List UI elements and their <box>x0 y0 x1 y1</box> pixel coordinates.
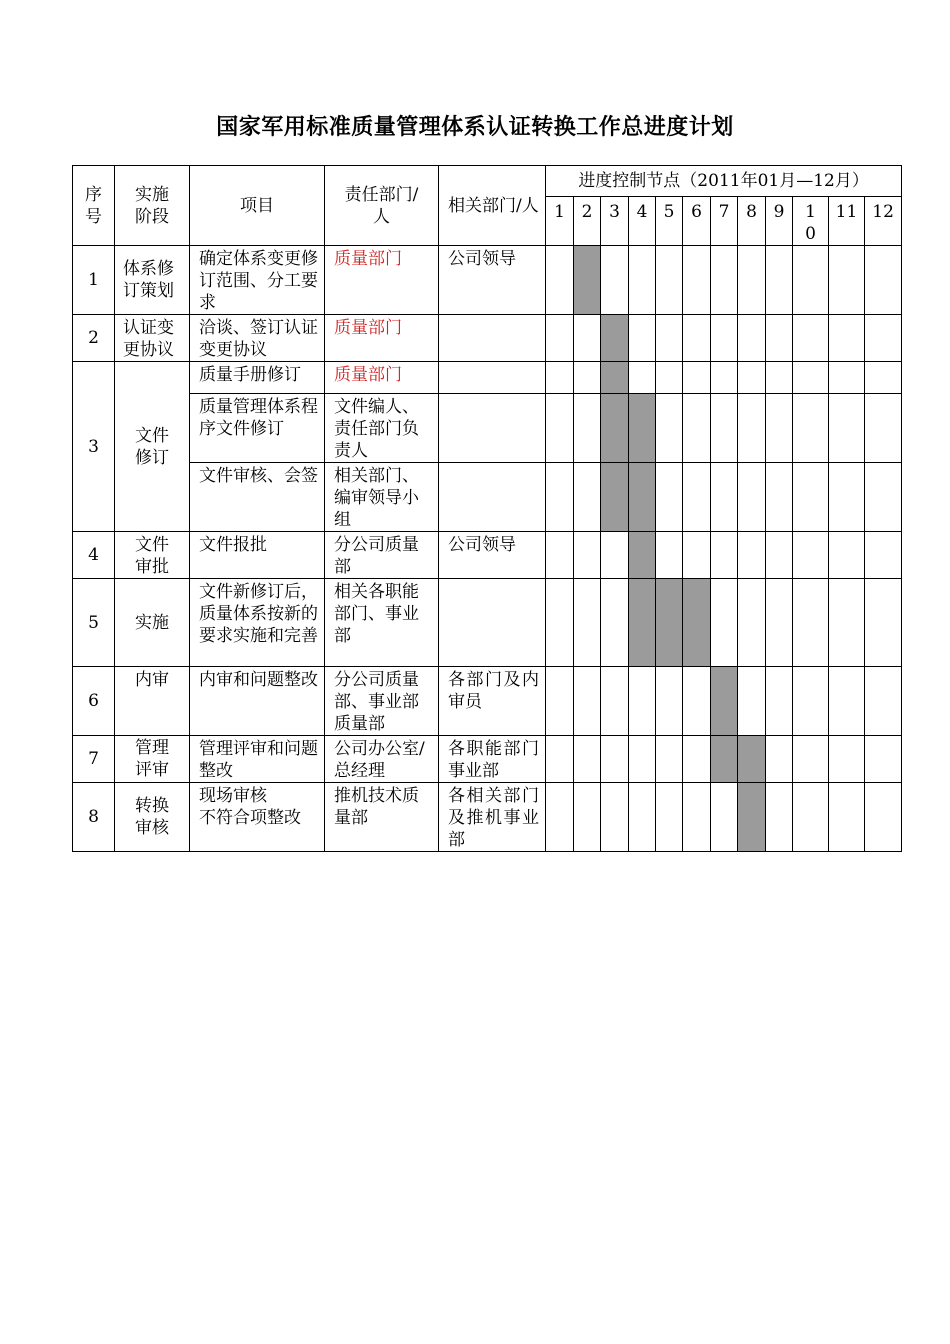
month-header: 1 <box>546 197 574 246</box>
resp-cell: 公司办公室/总经理 <box>325 736 439 783</box>
gantt-cell <box>546 362 574 394</box>
gantt-cell <box>829 736 865 783</box>
gantt-bar <box>738 736 766 783</box>
gantt-cell <box>683 394 711 463</box>
gantt-cell <box>829 667 865 736</box>
seq-cell: 2 <box>73 315 115 362</box>
gantt-cell <box>738 532 766 579</box>
gantt-cell <box>683 736 711 783</box>
related-cell <box>439 394 546 463</box>
gantt-cell <box>546 736 574 783</box>
gantt-cell <box>656 667 683 736</box>
gantt-cell <box>711 783 738 852</box>
gantt-cell <box>865 579 902 667</box>
gantt-cell <box>766 579 793 667</box>
item-cell: 文件报批 <box>190 532 325 579</box>
item-cell: 文件新修订后，质量体系按新的要求实施和完善 <box>190 579 325 667</box>
gantt-cell <box>793 463 829 532</box>
gantt-cell <box>865 667 902 736</box>
gantt-cell <box>766 667 793 736</box>
item-cell: 现场审核 不符合项整改 <box>190 783 325 852</box>
gantt-cell <box>829 394 865 463</box>
gantt-cell <box>656 532 683 579</box>
gantt-bar <box>711 736 738 783</box>
gantt-cell <box>574 463 601 532</box>
gantt-cell <box>865 736 902 783</box>
gantt-cell <box>766 315 793 362</box>
related-cell: 公司领导 <box>439 246 546 315</box>
stage-cell: 文件审批 <box>115 532 190 579</box>
gantt-bar <box>601 315 629 362</box>
gantt-cell <box>766 532 793 579</box>
gantt-cell <box>738 362 766 394</box>
gantt-cell <box>574 362 601 394</box>
month-header: 11 <box>829 197 865 246</box>
header-progress: 进度控制节点（2011年01月—12月） <box>546 166 902 197</box>
stage-cell: 转换审核 <box>115 783 190 852</box>
header-related: 相关部门/人 <box>439 166 546 246</box>
gantt-cell <box>546 667 574 736</box>
table-row <box>73 362 902 394</box>
gantt-bar <box>629 579 656 667</box>
item-cell: 质量管理体系程序文件修订 <box>190 394 325 463</box>
header-seq: 序号 <box>73 166 115 246</box>
gantt-cell <box>766 394 793 463</box>
gantt-cell <box>683 362 711 394</box>
gantt-cell <box>629 362 656 394</box>
gantt-cell <box>574 532 601 579</box>
table-row <box>73 315 902 362</box>
month-header: 6 <box>683 197 711 246</box>
gantt-cell <box>793 394 829 463</box>
gantt-bar <box>683 579 711 667</box>
gantt-cell <box>629 246 656 315</box>
month-header: 9 <box>766 197 793 246</box>
gantt-cell <box>656 463 683 532</box>
resp-cell: 文件编人、责任部门负责人 <box>325 394 439 463</box>
gantt-cell <box>546 315 574 362</box>
gantt-cell <box>574 783 601 852</box>
gantt-cell <box>829 579 865 667</box>
gantt-cell <box>738 579 766 667</box>
month-header: 12 <box>865 197 902 246</box>
item-cell: 洽谈、签订认证变更协议 <box>190 315 325 362</box>
related-cell: 各部门及内审员 <box>439 667 546 736</box>
item-cell: 文件审核、会签 <box>190 463 325 532</box>
gantt-cell <box>793 579 829 667</box>
gantt-cell <box>711 532 738 579</box>
gantt-cell <box>711 394 738 463</box>
gantt-cell <box>574 667 601 736</box>
gantt-cell <box>546 579 574 667</box>
gantt-cell <box>766 246 793 315</box>
resp-cell: 相关部门、编审领导小组 <box>325 463 439 532</box>
resp-cell: 相关各职能部门、事业部 <box>325 579 439 667</box>
gantt-cell <box>793 315 829 362</box>
gantt-cell <box>865 394 902 463</box>
table-row <box>73 736 902 783</box>
gantt-bar <box>601 394 629 463</box>
seq-cell: 5 <box>73 579 115 667</box>
gantt-cell <box>656 736 683 783</box>
related-cell: 公司领导 <box>439 532 546 579</box>
gantt-bar <box>574 246 601 315</box>
gantt-bar <box>656 579 683 667</box>
gantt-cell <box>793 783 829 852</box>
gantt-cell <box>865 246 902 315</box>
month-header: 7 <box>711 197 738 246</box>
gantt-cell <box>629 736 656 783</box>
item-cell: 内审和问题整改 <box>190 667 325 736</box>
gantt-cell <box>766 736 793 783</box>
stage-cell: 体系修订策划 <box>115 246 190 315</box>
gantt-cell <box>738 394 766 463</box>
resp-cell: 分公司质量部、事业部质量部 <box>325 667 439 736</box>
month-header: 3 <box>601 197 629 246</box>
table-row <box>73 246 902 315</box>
progress-table <box>72 165 902 852</box>
gantt-cell <box>601 736 629 783</box>
seq-cell: 1 <box>73 246 115 315</box>
gantt-bar <box>629 394 656 463</box>
gantt-cell <box>601 246 629 315</box>
gantt-cell <box>738 315 766 362</box>
related-cell <box>439 362 546 394</box>
gantt-cell <box>711 463 738 532</box>
gantt-cell <box>601 579 629 667</box>
gantt-cell <box>829 315 865 362</box>
stage-cell: 实施 <box>115 579 190 667</box>
gantt-cell <box>656 394 683 463</box>
gantt-cell <box>601 783 629 852</box>
month-header: 8 <box>738 197 766 246</box>
table-row <box>73 463 902 532</box>
gantt-cell <box>546 783 574 852</box>
table-row <box>73 394 902 463</box>
gantt-cell <box>601 667 629 736</box>
seq-cell: 7 <box>73 736 115 783</box>
item-cell: 质量手册修订 <box>190 362 325 394</box>
month-header: 2 <box>574 197 601 246</box>
resp-cell: 质量部门 <box>325 246 439 315</box>
related-cell: 各相关部门及推机事业部 <box>439 783 546 852</box>
header-resp: 责任部门/人 <box>325 166 439 246</box>
gantt-cell <box>865 362 902 394</box>
gantt-cell <box>683 246 711 315</box>
gantt-cell <box>793 246 829 315</box>
gantt-cell <box>683 667 711 736</box>
gantt-cell <box>656 783 683 852</box>
gantt-cell <box>865 463 902 532</box>
gantt-bar <box>601 362 629 394</box>
gantt-cell <box>793 532 829 579</box>
gantt-cell <box>656 362 683 394</box>
item-cell: 管理评审和问题整改 <box>190 736 325 783</box>
gantt-cell <box>865 532 902 579</box>
gantt-cell <box>766 783 793 852</box>
related-cell: 各职能部门事业部 <box>439 736 546 783</box>
gantt-cell <box>738 246 766 315</box>
gantt-cell <box>711 362 738 394</box>
gantt-cell <box>829 246 865 315</box>
gantt-bar <box>629 463 656 532</box>
gantt-cell <box>629 783 656 852</box>
gantt-cell <box>574 736 601 783</box>
gantt-cell <box>865 315 902 362</box>
resp-cell: 分公司质量部 <box>325 532 439 579</box>
gantt-cell <box>738 463 766 532</box>
gantt-cell <box>711 246 738 315</box>
gantt-cell <box>683 315 711 362</box>
gantt-cell <box>711 315 738 362</box>
seq-cell: 8 <box>73 783 115 852</box>
month-header: 1 0 <box>793 197 829 246</box>
gantt-cell <box>546 246 574 315</box>
seq-cell: 6 <box>73 667 115 736</box>
gantt-bar <box>711 667 738 736</box>
gantt-cell <box>574 394 601 463</box>
gantt-bar <box>629 532 656 579</box>
gantt-cell <box>629 667 656 736</box>
stage-cell: 管理评审 <box>115 736 190 783</box>
seq-cell: 4 <box>73 532 115 579</box>
gantt-cell <box>546 394 574 463</box>
related-cell <box>439 579 546 667</box>
stage-cell: 内审 <box>115 667 190 736</box>
page-title: 国家军用标准质量管理体系认证转换工作总进度计划 <box>216 115 734 140</box>
related-cell <box>439 315 546 362</box>
gantt-cell <box>656 315 683 362</box>
gantt-cell <box>683 532 711 579</box>
gantt-cell <box>766 463 793 532</box>
header-item: 项目 <box>190 166 325 246</box>
gantt-cell <box>546 532 574 579</box>
gantt-cell <box>793 736 829 783</box>
resp-cell: 质量部门 <box>325 362 439 394</box>
gantt-cell <box>629 315 656 362</box>
table-row <box>73 579 902 667</box>
gantt-cell <box>793 362 829 394</box>
gantt-cell <box>683 463 711 532</box>
resp-cell: 质量部门 <box>325 315 439 362</box>
item-cell: 确定体系变更修订范围、分工要求 <box>190 246 325 315</box>
gantt-bar <box>738 783 766 852</box>
stage-cell: 认证变更协议 <box>115 315 190 362</box>
table-row <box>73 667 902 736</box>
seq-cell: 3 <box>73 362 115 532</box>
gantt-bar <box>601 463 629 532</box>
gantt-cell <box>574 579 601 667</box>
gantt-cell <box>546 463 574 532</box>
gantt-cell <box>574 315 601 362</box>
resp-cell: 推机技术质量部 <box>325 783 439 852</box>
gantt-cell <box>738 667 766 736</box>
header-stage: 实施阶段 <box>115 166 190 246</box>
table-row <box>73 532 902 579</box>
month-header: 4 <box>629 197 656 246</box>
related-cell <box>439 463 546 532</box>
gantt-cell <box>793 667 829 736</box>
gantt-cell <box>829 783 865 852</box>
gantt-cell <box>829 362 865 394</box>
table-row <box>73 783 902 852</box>
gantt-cell <box>829 532 865 579</box>
gantt-cell <box>711 579 738 667</box>
month-header: 5 <box>656 197 683 246</box>
gantt-cell <box>656 246 683 315</box>
stage-cell: 文件修订 <box>115 362 190 532</box>
gantt-cell <box>829 463 865 532</box>
gantt-cell <box>683 783 711 852</box>
gantt-cell <box>865 783 902 852</box>
gantt-cell <box>766 362 793 394</box>
gantt-cell <box>601 532 629 579</box>
